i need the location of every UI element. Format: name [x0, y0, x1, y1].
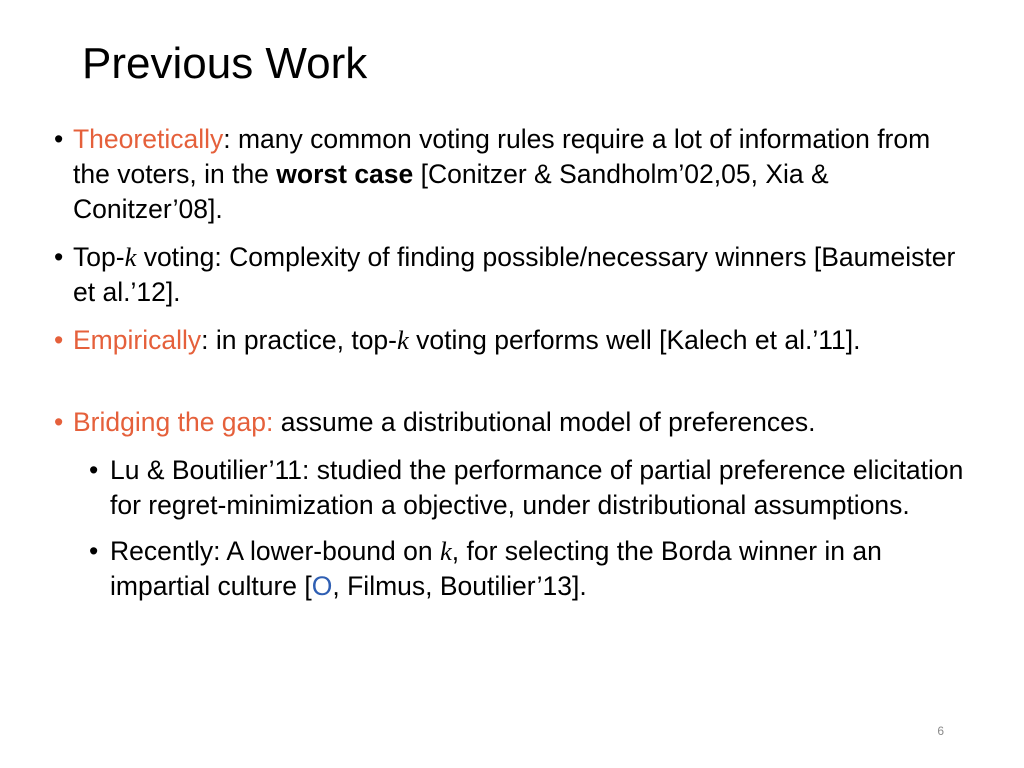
sub-bullet-recently	[52, 534, 972, 604]
slide-title: Previous Work	[82, 39, 368, 88]
bullet-text: Top-	[73, 242, 125, 272]
math-k: k	[124, 242, 137, 272]
bullet-lead-empirically: Empirically	[73, 325, 202, 355]
bullet-text: voting performs well [Kalech et al.’11].	[408, 325, 861, 355]
bullet-dot-icon: •	[89, 536, 99, 566]
bullet-text: assume a distributional model of preferences.	[273, 407, 816, 437]
bold-text: worst case	[276, 159, 414, 189]
bullet-text: , Filmus, Boutilier’13].	[332, 571, 587, 601]
bullet-lead-theoretically: Theoretically	[73, 124, 224, 154]
bullet-text: Recently: A lower-bound on	[110, 536, 440, 566]
bullet-theoretically	[52, 122, 972, 227]
bullet-dot-icon: •	[54, 242, 64, 272]
bullet-text: [Conitzer & Sandholm’02,05, Xia & Conitzer’08].	[73, 159, 829, 224]
bullet-text: voting: Complexity of finding possible/necessary winners [Baumeister et al.’12].	[73, 242, 956, 307]
bullet-bridging-the-gap	[52, 405, 972, 440]
bullet-top-k-voting	[52, 240, 972, 310]
bullet-dot-icon: •	[54, 124, 64, 154]
bullet-dot-icon: •	[54, 407, 64, 437]
bullet-dot-icon: •	[54, 325, 64, 355]
bullet-list	[52, 122, 972, 615]
bullet-text: : in practice, top-	[201, 325, 397, 355]
bullet-text: : many common voting rules require a lot of information from the voters, in the	[73, 124, 931, 189]
sub-bullet-lu-boutilier	[52, 453, 972, 523]
bullet-text: , for selecting the Borda winner in an impartial culture [	[110, 536, 882, 601]
bullet-text: Lu & Boutilier’11: studied the performance of partial preference elicitation for regret-minimization a objective, under distributional assumptions.	[110, 455, 964, 520]
bullet-lead-bridging: Bridging the gap:	[73, 407, 274, 437]
math-k: k	[439, 536, 452, 566]
page-number: 6	[937, 724, 944, 738]
author-o-link: O	[311, 571, 333, 601]
spacer	[52, 371, 972, 405]
bullet-empirically	[52, 323, 972, 358]
math-k: k	[397, 325, 409, 355]
bullet-dot-icon: •	[89, 455, 99, 485]
